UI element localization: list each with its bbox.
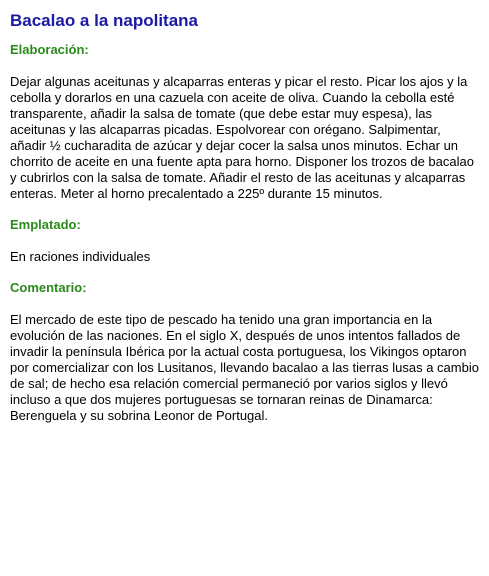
section-heading-emplatado: Emplatado: [10, 217, 81, 232]
section-heading-elaboracion: Elaboración: [10, 42, 89, 57]
recipe-title: Bacalao a la napolitana [10, 11, 199, 30]
section-heading-comentario: Comentario: [10, 280, 87, 295]
section-text-elaboracion: Dejar algunas aceitunas y alcaparras enteras y picar el resto. Picar los ajos y la cebolla y dorarlos en una cazuela con aceite de oliva. Cuando la cebolla esté transparente, añadir la salsa de tomate (que debe estar muy espesa), las aceitunas y las alcaparras picadas. Espolvorear con orégano. Salpimentar, añadir ½ cucharadita de azúcar y dejar cocer la salsa unos minutos. Echar un chorrito de aceite en una fuente apta para horno. Disponer los trozos de bacalao y cubrirlos con la salsa de tomate. Añadir el resto de las aceitunas y alcaparras enteras. Meter al horno precalentado a 225º durante 15 minutos. [10, 74, 474, 201]
section-text-emplatado: En raciones individuales [10, 249, 151, 264]
section-text-comentario: El mercado de este tipo de pescado ha tenido una gran importancia en la evolución de las naciones. En el siglo X, después de unos intentos fallados de invadir la península Ibérica por la actual costa portuguesa, los Vikingos optaron por comercializar con los Lusitanos, llevando bacalao a las tierras lusas a cambio de sal; de hecho esa relación comercial permaneció por varios siglos y llevó incluso a que dos mujeres portuguesas se tornaran reinas de Dinamarca: Berenguela y su sobrina Leonor de Portugal. [10, 312, 479, 423]
